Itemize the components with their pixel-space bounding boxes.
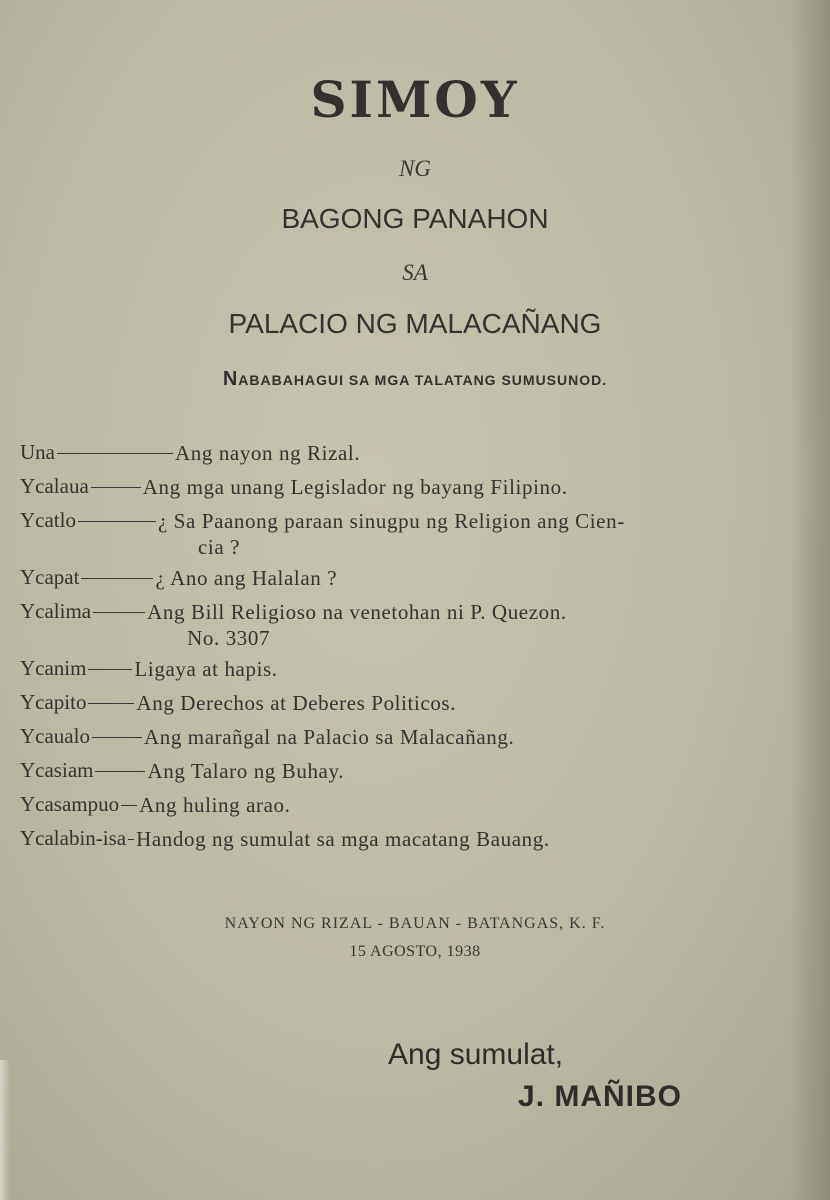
- leader-dash: [93, 612, 145, 613]
- title-connector-ng: NG: [399, 156, 431, 181]
- chapter-title: [143, 474, 568, 500]
- chapter-title: [144, 724, 514, 750]
- toc-row: [20, 758, 810, 792]
- chapter-number: Ycalaua: [20, 474, 89, 498]
- toc-row: [20, 565, 810, 599]
- toc-row: [20, 656, 810, 690]
- leader-dash: [128, 839, 134, 840]
- chapter-title: [136, 826, 550, 852]
- chapter-title-continuation: No. 3307: [187, 626, 271, 650]
- leader-dash: [57, 453, 173, 454]
- toc-row: [20, 826, 810, 860]
- chapter-title-text: Ang nayon ng Rizal.: [175, 441, 361, 465]
- chapter-title-text: Ang Bill Religioso na venetohan ni P. Quezon.: [147, 600, 567, 624]
- title-connector-sa: SA: [402, 260, 428, 285]
- chapter-title-text: Ang marañgal na Palacio sa Malacañang.: [143, 725, 515, 749]
- toc-row: [20, 508, 810, 565]
- page-edge-left: [0, 1060, 10, 1200]
- toc-row: [20, 724, 810, 758]
- chapter-number: Ycapat: [20, 565, 80, 589]
- toc-row: [20, 474, 810, 508]
- chapter-number: Una: [20, 440, 55, 464]
- chapter-title-text: Ang mga unang Legislador ng bayang Filipino.: [142, 475, 568, 499]
- chapter-title-text: ¿ Ano ang Halalan ?: [155, 566, 338, 590]
- toc-row: [20, 440, 810, 474]
- toc-row: [20, 690, 810, 724]
- chapter-title: [134, 656, 277, 682]
- publication-place: NAYON NG RIZAL - BAUAN - BATANGAS, K. F.: [224, 915, 606, 932]
- publication-date: 15 AGOSTO, 1938: [349, 943, 481, 960]
- chapter-number: Ycanim: [20, 656, 87, 680]
- chapter-number: Ycalabin-isa: [20, 826, 127, 850]
- chapter-title-continuation: cia ?: [197, 535, 241, 559]
- chapter-title-text: Ang Talaro ng Buhay.: [147, 759, 345, 783]
- leader-dash: [121, 805, 137, 806]
- chapter-title: [147, 599, 567, 651]
- chapter-number: Ycasampuo: [20, 792, 120, 816]
- subtitle-palacio: PALACIO NG MALACAÑANG: [228, 308, 602, 339]
- chapter-title: [155, 565, 337, 591]
- chapter-title-text: Handog ng sumulat sa mga macatang Bauang.: [136, 827, 550, 851]
- contents-heading: [0, 368, 830, 391]
- leader-dash: [78, 521, 156, 522]
- chapter-title-text: Ligaya at hapis.: [134, 657, 278, 681]
- chapter-title-text: Ang Derechos at Deberes Politicos.: [136, 691, 457, 715]
- chapter-number: Ycapito: [20, 690, 87, 714]
- chapter-title: [175, 440, 360, 466]
- chapter-title: [158, 508, 625, 560]
- leader-dash: [91, 487, 141, 488]
- chapter-number: Ycalima: [20, 599, 92, 623]
- signature-line: Ang sumulat,: [388, 1038, 564, 1071]
- chapter-title: [136, 690, 456, 716]
- toc-row: [20, 792, 810, 826]
- chapter-title: [147, 758, 344, 784]
- chapter-title: [139, 792, 290, 818]
- leader-dash: [88, 669, 132, 670]
- chapter-title-text: Ang huling arao.: [139, 793, 291, 817]
- contents-heading-rest: ABABAHAGUI SA MGA TALATANG SUMUSUNOD.: [238, 372, 608, 388]
- subtitle-bagong-panahon: BAGONG PANAHON: [281, 203, 549, 234]
- chapter-title-text: ¿ Sa Paanong paraan sinugpu ng Religion ang Cien-: [157, 509, 625, 533]
- table-of-contents: [20, 440, 810, 860]
- leader-dash: [92, 737, 142, 738]
- chapter-number: Ycasiam: [20, 758, 94, 782]
- leader-dash: [88, 703, 134, 704]
- contents-heading-initial: N: [222, 368, 239, 390]
- toc-row: [20, 599, 810, 656]
- leader-dash: [81, 578, 153, 579]
- book-title: SIMOY: [310, 70, 520, 129]
- author-name: J. MAÑIBO: [517, 1080, 682, 1113]
- chapter-number: Ycaualo: [20, 724, 90, 748]
- chapter-number: Ycatlo: [20, 508, 76, 532]
- leader-dash: [95, 771, 145, 772]
